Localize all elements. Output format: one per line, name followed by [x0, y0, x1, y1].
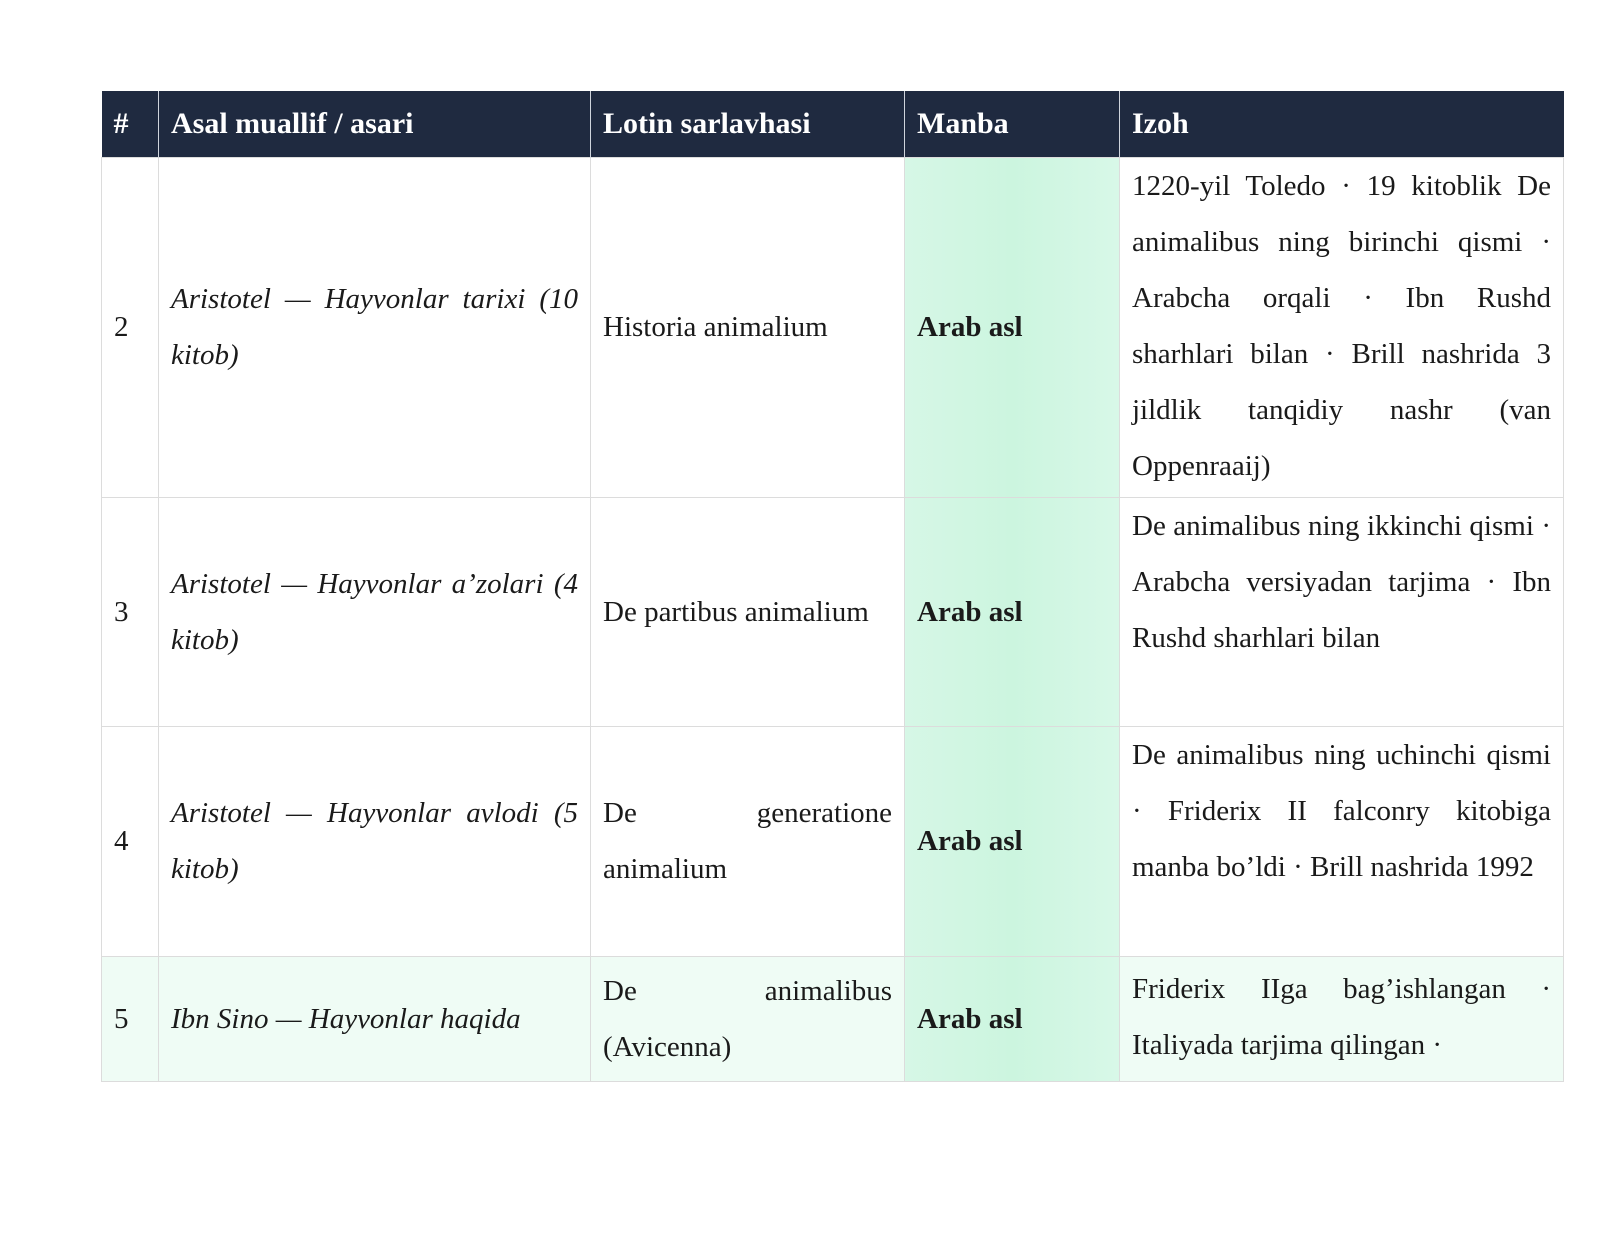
row-latin-title: De partibus animalium: [591, 497, 905, 726]
header-author: Asal muallif / asari: [159, 91, 591, 157]
row-num: 4: [102, 726, 159, 956]
table-row: [102, 726, 1564, 956]
row-note: De animalibus ning uchinchi qismi · Friderix II falconry kitobiga manba bo’ldi · Brill nashrida 1992: [1120, 726, 1564, 956]
row-num: 3: [102, 497, 159, 726]
table-row: [102, 497, 1564, 726]
row-source: Arab asl: [905, 497, 1120, 726]
translations-table: [101, 91, 1564, 1082]
row-note: De animalibus ning ikkinchi qismi · Arabcha versiyadan tarjima · Ibn Rushd sharhlari bilan: [1120, 497, 1564, 726]
row-note: 1220-yil Toledo · 19 kitoblik De animalibus ning birinchi qismi · Arabcha orqali · Ibn Rushd sharhlari bilan · Brill nashrida 3 jildlik tanqidiy nashr (van Oppenraaij): [1120, 157, 1564, 497]
row-num: 2: [102, 157, 159, 497]
row-note-text: Friderix IIga bag’ishlangan · Italiyada tarjima qilingan ·: [1132, 972, 1551, 1061]
table-row: [102, 157, 1564, 497]
header-source: Manba: [905, 91, 1120, 157]
row-source: Arab asl: [905, 956, 1120, 1081]
header-latin-title: Lotin sarlavhasi: [591, 91, 905, 157]
header-note: Izoh: [1132, 106, 1189, 140]
table-row: [102, 956, 1564, 1081]
row-note: [1120, 956, 1564, 1081]
row-source: Arab asl: [905, 157, 1120, 497]
row-source: Arab asl: [905, 726, 1120, 956]
row-author: Aristotel — Hayvonlar tarixi (10 kitob): [159, 157, 591, 497]
row-author: Aristotel — Hayvonlar avlodi (5 kitob): [159, 726, 591, 956]
row-author: Aristotel — Hayvonlar a’zolari (4 kitob): [159, 497, 591, 726]
row-latin-title: Historia animalium: [591, 157, 905, 497]
table-header-row: [102, 91, 1564, 157]
row-latin-title: De animalibus (Avicenna): [591, 956, 905, 1081]
row-author: Ibn Sino — Hayvonlar haqida: [159, 956, 591, 1081]
header-num: #: [102, 91, 159, 157]
row-num: 5: [102, 956, 159, 1081]
row-latin-title: De generatione animalium: [591, 726, 905, 956]
